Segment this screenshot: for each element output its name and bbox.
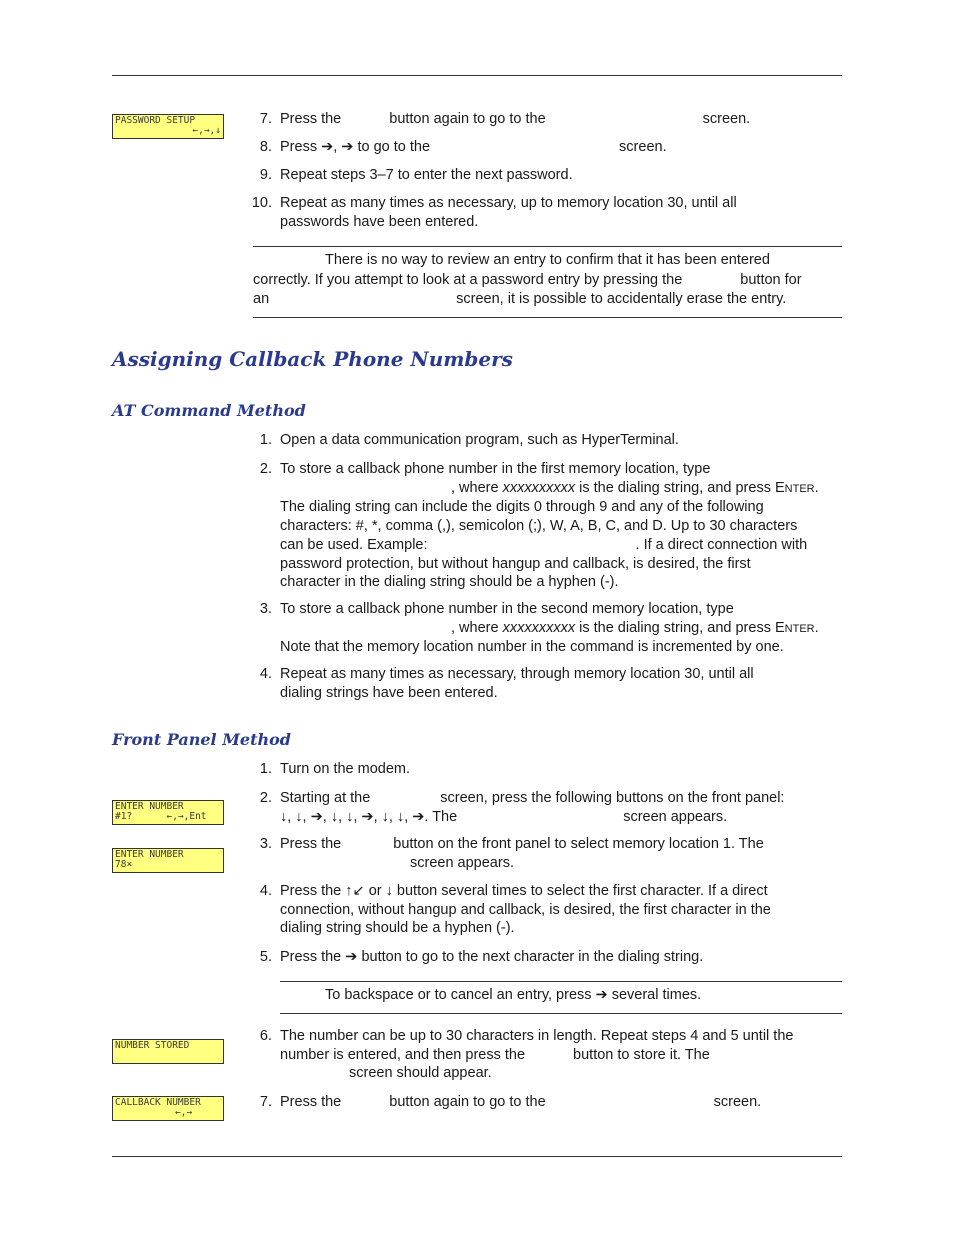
step-7-top: 7. Press the button again to go to the screen. (259, 111, 751, 127)
note-rule-bottom (280, 1013, 842, 1014)
lcd-password-setup (112, 114, 224, 139)
subsection-title-front-panel: Front Panel Method (112, 730, 291, 749)
at-step-3: 3. To store a callback phone number in the second memory location, type , where xxxxxxxxxx is the dialing string, and press ENTER. Note that the memory location number in the command is incremented by one. (259, 601, 819, 656)
header-rule (112, 75, 842, 76)
section-title: Assigning Callback Phone Numbers (112, 347, 513, 371)
note-rule-top (253, 246, 842, 247)
fp-step-7: 7. Press the button again to go to the screen. (259, 1094, 762, 1110)
lcd-callback-number (112, 1096, 224, 1121)
fp-step-6: 6. The number can be up to 30 characters in length. Repeat steps 4 and 5 until the number is entered, and then press the button to store it. The screen should appear. (259, 1028, 794, 1082)
back-arrow-icon: ↙ (352, 883, 365, 899)
at-step-1: 1. Open a data communication program, such as HyperTerminal. (259, 432, 679, 448)
lcd-line-1: NUMBER STORED (115, 1040, 190, 1051)
fp-step-5: 5. Press the ➔ button to go to the next character in the dialing string. (259, 949, 704, 965)
fp-step-3: 3. Press the button on the front panel to select memory location 1. The screen appears. (259, 836, 764, 871)
note-rule-bottom (253, 317, 842, 318)
note-review-entry: There is no way to review an entry to confirm that it has been entered correctly. If you attempt to look at a password entry by pressing the button for an screen, it is possible to accidentally erase the entry. (253, 252, 802, 307)
lcd-line-2: #1? ←,→,Ent (115, 811, 207, 822)
step-9-top: 9. Repeat steps 3–7 to enter the next password. (259, 167, 573, 183)
lcd-line-2: ←,→,↓ (192, 125, 221, 136)
lcd-line-2: ←,→ (175, 1107, 193, 1118)
lcd-line-1: PASSWORD SETUP (115, 115, 196, 126)
subsection-title-at-command: AT Command Method (112, 401, 306, 420)
note-rule-top (280, 981, 842, 982)
lcd-enter-number-2 (112, 848, 224, 873)
lcd-line-2 (115, 1051, 221, 1061)
at-step-2: 2. To store a callback phone number in the first memory location, type , where xxxxxxxxxx is the dialing string, and press ENTER. The dialing string can include the digits 0 through 9 and any of the following characters: #, *, comma (,), semicolon (;), W, A, B, C, and D. Up to 30 characters can be used. Example: . If a direct connection with password protection, but without hangup and callback, is desired, the first character in the dialing string should be a hyphen (-). (259, 461, 819, 591)
fp-step-2: 2. Starting at the screen, press the following buttons on the front panel: ↓, ↓, ➔, ↓, ↓, ➔, ↓, ↓, ➔. The screen appears. (259, 790, 785, 825)
step-8-top: 8. Press ➔, ➔ to go to the screen. (259, 139, 667, 155)
lcd-enter-number-1 (112, 800, 224, 825)
lcd-number-stored (112, 1039, 224, 1064)
lcd-line-1: CALLBACK NUMBER (115, 1097, 201, 1108)
step-10-top: 10. Repeat as many times as necessary, up to memory location 30, until all passwords have been entered. (251, 195, 737, 230)
lcd-line-1: ENTER NUMBER (115, 849, 184, 860)
footer-rule (112, 1156, 842, 1157)
at-step-4: 4. Repeat as many times as necessary, through memory location 30, until all dialing strings have been entered. (259, 666, 754, 701)
lcd-line-2: 78× (115, 859, 133, 870)
fp-step-1: 1. Turn on the modem. (259, 761, 411, 777)
fp-step-4: 4. Press the ↑↙ or ↓ button several times to select the first character. If a direct connection, without hangup and callback, is desired, the first character in the dialing string should be a hyphen (-). (259, 883, 771, 937)
note-backspace: To backspace or to cancel an entry, press ➔ several times. (325, 987, 702, 1003)
lcd-line-1: ENTER NUMBER (115, 801, 184, 812)
